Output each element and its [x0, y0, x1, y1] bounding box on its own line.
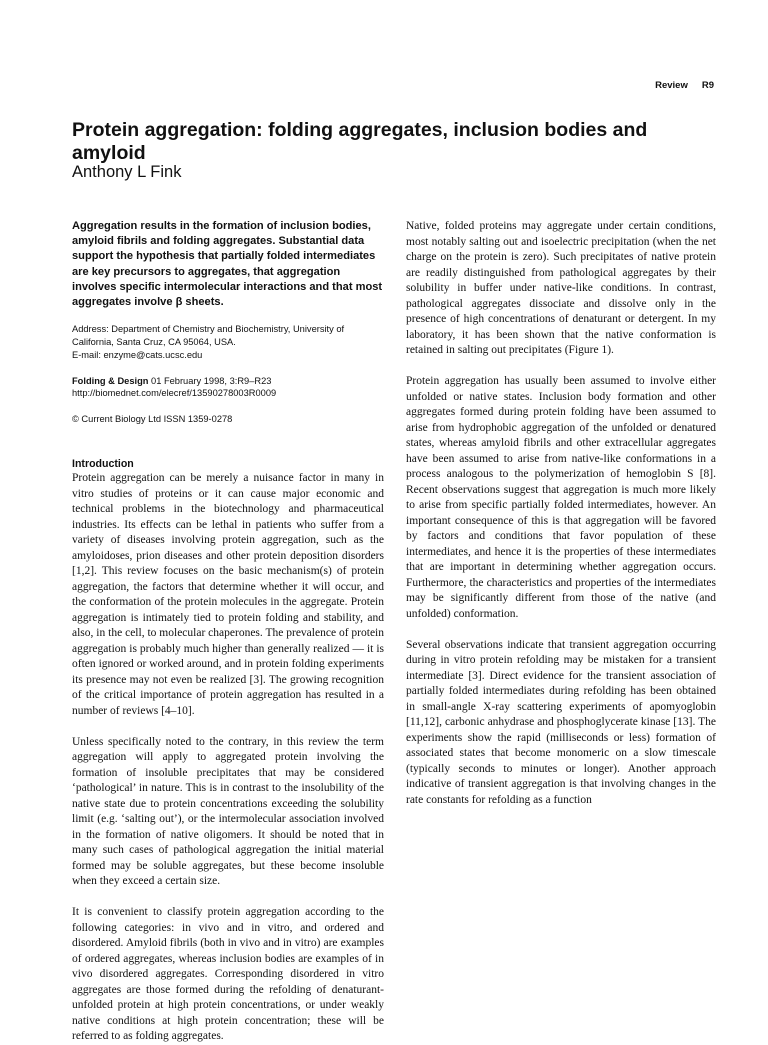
journal-details: 01 February 1998, 3:R9–R23 [148, 375, 272, 386]
email-line: E-mail: enzyme@cats.ucsc.edu [72, 349, 203, 360]
copyright-line: © Current Biology Ltd ISSN 1359-0278 [72, 414, 233, 425]
citation-line [72, 375, 384, 388]
section-label: Review [655, 80, 688, 91]
body-paragraph: Native, folded proteins may aggregate under certain conditions, most notably salting out and isoelectric precipitation (when the net charge on the protein is zero). Such precipitates of native protein are readily distinguished from pathological aggregates by their solubility in buffer under native-like conditions. In contrast, pathological aggregates dissociate and dissolve only in the presence of high concentrations of denaturant or detergent. In my laboratory, it has been shown that the native conformation is retained in salting out precipitates (Figure 1). [406, 220, 716, 356]
body-paragraph: Unless specifically noted to the contrary, in this review the term aggregation will apply to aggregated protein involving the formation of insoluble precipitates that may be considered ‘pathological’ in nature. This is in contrast to the insolubility of the native state due to protein concentrations exceeding the solubility limit (e.g. ‘salting out’), or the intermolecular association involved in the formation of native oligomers. It should be noted that in many such cases of pathological aggregation the initial material formed may be soluble aggregates, but these become insoluble when they exceed a certain size. [72, 735, 384, 887]
article-title: Protein aggregation: folding aggregates, inclusion bodies and amyloid [72, 119, 648, 164]
running-head [655, 80, 714, 91]
body-paragraph: Protein aggregation has usually been assumed to involve either unfolded or native states. Inclusion body formation and other aggregates formed during protein folding have been assumed to arise from hydrophobic aggregation of the unfolded or denatured states, whereas amyloid fibrils and other extracellular aggregates have been assumed to arise from native-like conformations in a process analogous to the polymerization of hemoglobin S [8]. Recent observations suggest that aggregation is much more likely to arise from specific partially folded intermediates, however. An important consequence of this is that aggregation will be favored by factors and conditions that favor population of these intermediates, and hence it is the properties of these intermediates that are important in determining whether aggregation occurs. Furthermore, the characteristics and properties of the intermediates may be significantly different from those of the native (and unfolded) conformation. [406, 375, 716, 620]
page-number: R9 [701, 80, 714, 91]
body-paragraph: Protein aggregation can be merely a nuisance factor in many in vitro studies of proteins or it can cause major economic and technical problems in the biotechnology and pharmaceutical industries. Its effects can be lethal in patients who suffer from a variety of diseases involving protein aggregation, such as the amyloidoses, prion diseases and other protein deposition disorders [1,2]. This review focuses on the basic mechanism(s) of protein aggregation, the factors that determine whether it will occur, and the conformation of the protein molecules in the aggregate. Protein aggregation is intimately tied to protein folding and stability, and also, in the cell, to molecular chaperones. The prevalence of protein aggregation is probably much higher than generally realized — it is often ignored or worked around, and in protein folding experiments its presence may not even be realized [3]. The growing recognition of the critical importance of protein aggregation has resulted in a number of reviews [4–10]. [72, 472, 384, 717]
author-name: Anthony L Fink [72, 163, 182, 181]
address-block [72, 323, 384, 361]
address-line: California, Santa Cruz, CA 95064, USA. [72, 337, 236, 348]
left-column [72, 219, 384, 1045]
address-line: Address: Department of Chemistry and Biochemistry, University of [72, 324, 345, 335]
section-heading-introduction: Introduction [72, 458, 134, 470]
journal-name: Folding & Design [72, 375, 149, 386]
article-url: http://biomednet.com/elecref/13590278003R0009 [72, 388, 277, 399]
citation-block [72, 375, 384, 401]
copyright-block [72, 413, 384, 426]
abstract: Aggregation results in the formation of inclusion bodies, amyloid fibrils and folding aggregates. Substantial data support the hypothesis that partially folded intermediates are key precursors to aggregates, that aggregation involves specific intermolecular interactions and that most aggregates involve β sheets. [72, 220, 383, 309]
right-column [406, 219, 716, 808]
body-paragraph: Several observations indicate that transient aggregation occurring during in vitro protein refolding may be mistaken for a transient intermediate [3]. Direct evidence for the transient association of partially folded intermediates during refolding has been obtained in small-angle X-ray scattering experiments of apomyoglobin [11,12], carbonic anhydrase and phosphoglycerate kinase [13]. The experiments show the rapid (milliseconds or less) formation of associated states that become monomeric on a slow timescale (typically seconds to minutes or longer). Another approach indicative of transient aggregation is that involving changes in the rate constants for refolding as a function [406, 638, 716, 806]
body-paragraph: It is convenient to classify protein aggregation according to the following categories: in vivo and in vitro, and ordered and disordered. Amyloid fibrils (both in vivo and in vitro) are examples of ordered aggregates, whereas inclusion bodies are examples of in vivo disordered aggregates. Corresponding disordered in vitro aggregates are those formed during the refolding of denaturant-unfolded protein at high protein concentrations, or under weakly native conditions at high protein concentration; these will be referred to as folding aggregates. [72, 906, 384, 1042]
